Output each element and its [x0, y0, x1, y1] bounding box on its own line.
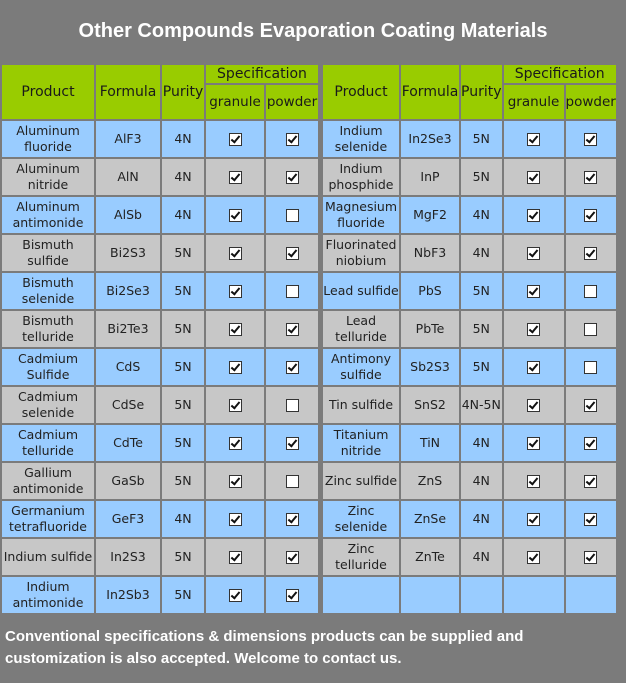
cell-formula: In2Sb3 — [96, 577, 160, 613]
table-row — [2, 539, 318, 575]
checked-checkbox-icon — [527, 551, 540, 564]
cell-formula: ZnTe — [401, 539, 459, 575]
cell-powder — [266, 235, 318, 271]
cell-granule — [206, 197, 264, 233]
unchecked-checkbox-icon — [584, 285, 597, 298]
cell-powder — [566, 387, 616, 423]
cell-product: Cadmium telluride — [2, 425, 94, 461]
cell-product: Antimony sulfide — [323, 349, 399, 385]
cell-purity: 5N — [162, 577, 204, 613]
cell-granule — [206, 577, 264, 613]
checked-checkbox-icon — [527, 399, 540, 412]
cell-formula: Sb2S3 — [401, 349, 459, 385]
header-purity: Purity — [162, 65, 204, 119]
unchecked-checkbox-icon — [286, 399, 299, 412]
header-powder: powder — [266, 85, 318, 119]
checked-checkbox-icon — [229, 589, 242, 602]
cell-product: Germanium tetrafluoride — [2, 501, 94, 537]
table-row — [2, 121, 318, 157]
empty-cell — [566, 577, 616, 613]
checked-checkbox-icon — [286, 437, 299, 450]
cell-granule — [504, 501, 564, 537]
cell-powder — [566, 311, 616, 347]
header-granule: granule — [206, 85, 264, 119]
cell-powder — [566, 273, 616, 309]
cell-formula: CdTe — [96, 425, 160, 461]
checked-checkbox-icon — [527, 209, 540, 222]
cell-powder — [266, 463, 318, 499]
cell-purity: 5N — [461, 349, 502, 385]
cell-formula: ZnSe — [401, 501, 459, 537]
cell-product: Bismuth sulfide — [2, 235, 94, 271]
right-table-body — [323, 121, 616, 613]
header-specification: Specification — [206, 65, 318, 83]
cell-formula: CdSe — [96, 387, 160, 423]
checked-checkbox-icon — [286, 171, 299, 184]
cell-purity: 4N-5N — [461, 387, 502, 423]
cell-product: Lead sulfide — [323, 273, 399, 309]
table-row — [323, 121, 616, 157]
cell-product: Fluorinated niobium — [323, 235, 399, 271]
cell-purity: 4N — [461, 235, 502, 271]
cell-powder — [566, 539, 616, 575]
checked-checkbox-icon — [286, 323, 299, 336]
cell-granule — [206, 539, 264, 575]
checked-checkbox-icon — [229, 285, 242, 298]
cell-purity: 4N — [461, 501, 502, 537]
checked-checkbox-icon — [527, 171, 540, 184]
checked-checkbox-icon — [527, 285, 540, 298]
header-formula: Formula — [401, 65, 459, 119]
cell-powder — [566, 463, 616, 499]
cell-formula: In2Se3 — [401, 121, 459, 157]
cell-purity: 4N — [162, 121, 204, 157]
cell-granule — [504, 121, 564, 157]
cell-powder — [566, 501, 616, 537]
checked-checkbox-icon — [584, 437, 597, 450]
cell-granule — [206, 425, 264, 461]
table-row — [2, 159, 318, 195]
cell-product: Cadmium Sulfide — [2, 349, 94, 385]
cell-product: Indium selenide — [323, 121, 399, 157]
cell-formula: Bi2Te3 — [96, 311, 160, 347]
cell-powder — [266, 197, 318, 233]
header-specification: Specification — [504, 65, 616, 83]
cell-granule — [206, 159, 264, 195]
checked-checkbox-icon — [527, 323, 540, 336]
cell-granule — [504, 311, 564, 347]
table-row — [323, 311, 616, 347]
cell-product: Aluminum nitride — [2, 159, 94, 195]
cell-formula: TiN — [401, 425, 459, 461]
cell-product: Bismuth selenide — [2, 273, 94, 309]
cell-purity: 4N — [162, 159, 204, 195]
cell-granule — [206, 273, 264, 309]
cell-product: Indium sulfide — [2, 539, 94, 575]
cell-formula: GaSb — [96, 463, 160, 499]
checked-checkbox-icon — [527, 361, 540, 374]
cell-formula: PbTe — [401, 311, 459, 347]
cell-powder — [566, 349, 616, 385]
checked-checkbox-icon — [229, 171, 242, 184]
left-table-body — [2, 121, 318, 613]
header-granule: granule — [504, 85, 564, 119]
table-row — [2, 273, 318, 309]
cell-granule — [504, 349, 564, 385]
checked-checkbox-icon — [286, 361, 299, 374]
cell-granule — [206, 311, 264, 347]
header-product: Product — [2, 65, 94, 119]
checked-checkbox-icon — [527, 475, 540, 488]
cell-purity: 5N — [162, 349, 204, 385]
table-row — [2, 311, 318, 347]
cell-purity: 5N — [461, 273, 502, 309]
cell-product: Aluminum antimonide — [2, 197, 94, 233]
cell-purity: 5N — [461, 159, 502, 195]
cell-product: Cadmium selenide — [2, 387, 94, 423]
table-row — [323, 425, 616, 461]
checked-checkbox-icon — [584, 551, 597, 564]
cell-product: Titanium nitride — [323, 425, 399, 461]
table-row — [2, 501, 318, 537]
checked-checkbox-icon — [527, 437, 540, 450]
header-powder: powder — [566, 85, 616, 119]
cell-purity: 5N — [162, 463, 204, 499]
cell-granule — [206, 463, 264, 499]
cell-formula: AlF3 — [96, 121, 160, 157]
checked-checkbox-icon — [286, 247, 299, 260]
left-compounds-table — [0, 63, 320, 615]
cell-product: Zinc telluride — [323, 539, 399, 575]
cell-product: Lead telluride — [323, 311, 399, 347]
cell-granule — [206, 121, 264, 157]
cell-powder — [566, 425, 616, 461]
table-row — [2, 197, 318, 233]
cell-product: Indium phosphide — [323, 159, 399, 195]
cell-purity: 5N — [162, 425, 204, 461]
cell-formula: ZnS — [401, 463, 459, 499]
cell-powder — [266, 577, 318, 613]
cell-purity: 5N — [162, 387, 204, 423]
checked-checkbox-icon — [229, 437, 242, 450]
cell-granule — [206, 235, 264, 271]
table-row — [323, 577, 616, 613]
cell-formula: MgF2 — [401, 197, 459, 233]
cell-purity: 4N — [162, 197, 204, 233]
checked-checkbox-icon — [527, 247, 540, 260]
cell-formula: PbS — [401, 273, 459, 309]
cell-formula: SnS2 — [401, 387, 459, 423]
cell-formula: AlSb — [96, 197, 160, 233]
unchecked-checkbox-icon — [286, 475, 299, 488]
cell-powder — [566, 121, 616, 157]
table-row — [323, 539, 616, 575]
cell-powder — [266, 349, 318, 385]
cell-purity: 5N — [461, 311, 502, 347]
checked-checkbox-icon — [286, 133, 299, 146]
unchecked-checkbox-icon — [584, 361, 597, 374]
table-row — [2, 577, 318, 613]
cell-granule — [504, 159, 564, 195]
cell-purity: 4N — [461, 197, 502, 233]
cell-granule — [504, 539, 564, 575]
table-row — [2, 235, 318, 271]
cell-granule — [206, 349, 264, 385]
table-row — [323, 273, 616, 309]
right-compounds-table — [321, 63, 618, 615]
cell-product: Aluminum fluoride — [2, 121, 94, 157]
checked-checkbox-icon — [527, 513, 540, 526]
checked-checkbox-icon — [527, 133, 540, 146]
cell-formula: Bi2Se3 — [96, 273, 160, 309]
cell-powder — [266, 311, 318, 347]
cell-purity: 5N — [162, 311, 204, 347]
unchecked-checkbox-icon — [286, 209, 299, 222]
checked-checkbox-icon — [229, 361, 242, 374]
checked-checkbox-icon — [229, 209, 242, 222]
empty-cell — [401, 577, 459, 613]
cell-powder — [566, 159, 616, 195]
unchecked-checkbox-icon — [584, 323, 597, 336]
checked-checkbox-icon — [584, 209, 597, 222]
cell-granule — [504, 273, 564, 309]
cell-powder — [266, 539, 318, 575]
cell-powder — [266, 159, 318, 195]
checked-checkbox-icon — [229, 133, 242, 146]
cell-granule — [206, 387, 264, 423]
cell-purity: 5N — [162, 273, 204, 309]
cell-product: Zinc selenide — [323, 501, 399, 537]
empty-cell — [323, 577, 399, 613]
empty-cell — [504, 577, 564, 613]
cell-granule — [504, 235, 564, 271]
checked-checkbox-icon — [286, 551, 299, 564]
cell-product: Magnesium fluoride — [323, 197, 399, 233]
cell-purity: 5N — [162, 539, 204, 575]
checked-checkbox-icon — [229, 513, 242, 526]
cell-purity: 4N — [162, 501, 204, 537]
cell-powder — [266, 273, 318, 309]
unchecked-checkbox-icon — [286, 285, 299, 298]
cell-product: Bismuth telluride — [2, 311, 94, 347]
table-row — [323, 501, 616, 537]
cell-formula: In2S3 — [96, 539, 160, 575]
cell-purity: 4N — [461, 539, 502, 575]
table-row — [2, 349, 318, 385]
cell-formula: Bi2S3 — [96, 235, 160, 271]
table-row — [323, 159, 616, 195]
empty-cell — [461, 577, 502, 613]
header-formula: Formula — [96, 65, 160, 119]
table-row — [2, 425, 318, 461]
cell-purity: 4N — [461, 425, 502, 461]
checked-checkbox-icon — [229, 399, 242, 412]
cell-granule — [504, 425, 564, 461]
checked-checkbox-icon — [584, 475, 597, 488]
cell-powder — [266, 501, 318, 537]
cell-powder — [566, 197, 616, 233]
cell-formula: AlN — [96, 159, 160, 195]
checked-checkbox-icon — [229, 551, 242, 564]
cell-formula: GeF3 — [96, 501, 160, 537]
cell-purity: 5N — [461, 121, 502, 157]
checked-checkbox-icon — [229, 247, 242, 260]
cell-formula: InP — [401, 159, 459, 195]
checked-checkbox-icon — [584, 247, 597, 260]
cell-product: Indium antimonide — [2, 577, 94, 613]
cell-product: Tin sulfide — [323, 387, 399, 423]
table-row — [2, 387, 318, 423]
checked-checkbox-icon — [286, 589, 299, 602]
cell-granule — [504, 387, 564, 423]
checked-checkbox-icon — [584, 133, 597, 146]
table-row — [2, 463, 318, 499]
cell-powder — [266, 387, 318, 423]
checked-checkbox-icon — [229, 475, 242, 488]
cell-product: Gallium antimonide — [2, 463, 94, 499]
cell-granule — [206, 501, 264, 537]
cell-formula: CdS — [96, 349, 160, 385]
footer-note: Conventional specifications & dimensions products can be supplied and customization is also accepted. Welcome to contact us. — [5, 628, 524, 667]
checked-checkbox-icon — [286, 513, 299, 526]
cell-formula: NbF3 — [401, 235, 459, 271]
checked-checkbox-icon — [584, 399, 597, 412]
cell-powder — [266, 121, 318, 157]
table-row — [323, 197, 616, 233]
cell-purity: 5N — [162, 235, 204, 271]
table-row — [323, 235, 616, 271]
page-title: Other Compounds Evaporation Coating Materials — [78, 20, 548, 42]
cell-granule — [504, 197, 564, 233]
cell-powder — [266, 425, 318, 461]
checked-checkbox-icon — [229, 323, 242, 336]
table-row — [323, 387, 616, 423]
checked-checkbox-icon — [584, 513, 597, 526]
table-row — [323, 463, 616, 499]
cell-product: Zinc sulfide — [323, 463, 399, 499]
table-row — [323, 349, 616, 385]
cell-purity: 4N — [461, 463, 502, 499]
header-purity: Purity — [461, 65, 502, 119]
cell-granule — [504, 463, 564, 499]
checked-checkbox-icon — [584, 171, 597, 184]
cell-powder — [566, 235, 616, 271]
header-product: Product — [323, 65, 399, 119]
